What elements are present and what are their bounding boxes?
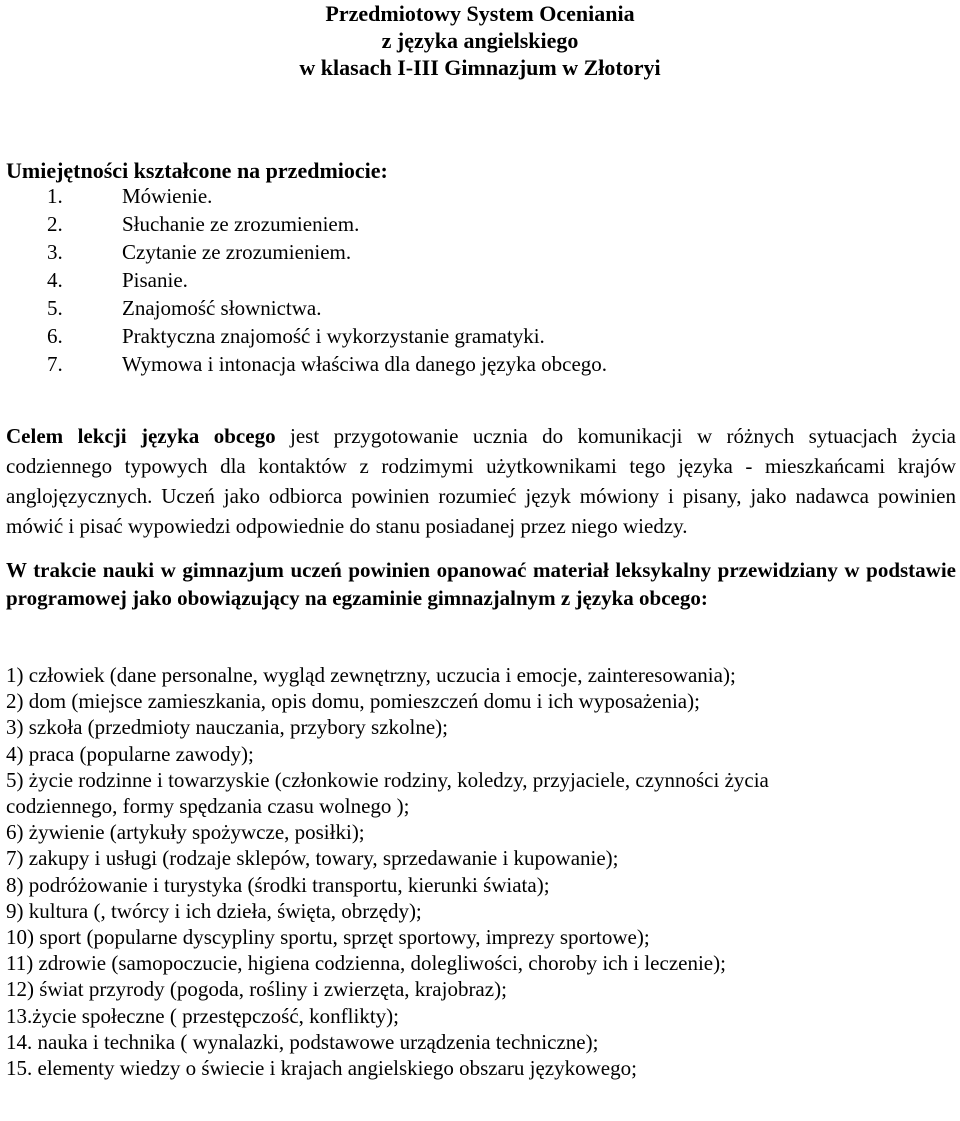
item-text: Czytanie ze zrozumieniem. [122, 240, 352, 264]
list-item: 7) zakupy i usługi (rodzaje sklepów, towary, sprzedawanie i kupowanie); [6, 846, 619, 871]
list-item: 14. nauka i technika ( wynalazki, podstawowe urządzenia techniczne); [6, 1029, 599, 1054]
item-text: Słuchanie ze zrozumieniem. [122, 212, 360, 236]
item-text: Pisanie. [122, 268, 188, 292]
list-item: 13.życie społeczne ( przestępczość, konflikty); [6, 1003, 400, 1028]
title-line-2: z języka angielskiego [381, 28, 579, 53]
skills-heading: Umiejętności kształcone na przedmiocie: [6, 158, 388, 183]
list-item: 11) zdrowie (samopoczucie, higiena codzienna, dolegliwości, choroby ich i leczenie); [6, 951, 726, 976]
list-item: 9) kultura (, twórcy i ich dzieła, święta, obrzędy); [6, 898, 422, 923]
list-item: 4) praca (popularne zawody); [6, 741, 254, 766]
intro-paragraph [6, 421, 956, 541]
item-number: 6. [47, 324, 63, 348]
list-item: 6) żywienie (artykuły spożywcze, posiłki); [6, 820, 365, 845]
item-number: 3. [47, 240, 63, 264]
item-number: 7. [47, 352, 63, 376]
list-item: 2) dom (miejsce zamieszkania, opis domu, pomieszczeń domu i ich wyposażenia); [6, 689, 700, 714]
curriculum-heading: W trakcie nauki w gimnazjum uczeń powinien opanować materiał leksykalny przewidziany w podstawie programowej jako obowiązujący na egzaminie gimnazjalnym z języka obcego: [6, 558, 956, 610]
list-item: 8) podróżowanie i turystyka (środki transportu, kierunki świata); [6, 872, 550, 897]
list-item: 1) człowiek (dane personalne, wygląd zewnętrzny, uczucia i emocje, zainteresowania); [6, 663, 736, 687]
topics-list [6, 662, 806, 1081]
list-item: 12) świat przyrody (pogoda, rośliny i zwierzęta, krajobraz); [6, 977, 507, 1002]
item-number: 4. [47, 268, 63, 292]
title-line-1: Przedmiotowy System Oceniania [325, 1, 635, 26]
list-item: 5) życie rodzinne i towarzyskie (członkowie rodziny, koledzy, przyjaciele, czynności życia codziennego, formy spędzania czasu wolnego ); [6, 767, 769, 819]
list-item: 10) sport (popularne dyscypliny sportu, sprzęt sportowy, imprezy sportowe); [6, 925, 650, 950]
item-number: 5. [47, 296, 63, 320]
intro-bold-lead: Celem lekcji języka obcego [6, 424, 276, 448]
document-title [0, 0, 960, 81]
list-item: 3) szkoła (przedmioty nauczania, przybory szkolne); [6, 715, 448, 740]
item-text: Praktyczna znajomość i wykorzystanie gramatyki. [122, 324, 545, 348]
item-text: Znajomość słownictwa. [122, 296, 322, 320]
item-text: Wymowa i intonacja właściwa dla danego języka obcego. [122, 352, 608, 376]
title-line-3: w klasach I-III Gimnazjum w Złotoryi [299, 55, 661, 80]
intro-text: jest przygotowanie ucznia do komunikacji w różnych sytuacjach życia codziennego typowych dla kontaktów z rodzimymi użytkownikami tego języka - mieszkańcami krajów anglojęzycznych. Uczeń jako odbiorca powinien rozumieć język mówiony i pisany, jako nadawca powinien mówić i pisać wypowiedzi odpowiednie do stanu posiadanej przez niego wiedzy. [6, 424, 956, 538]
list-item: 15. elementy wiedzy o świecie i krajach angielskiego obszaru językowego; [6, 1056, 637, 1081]
item-number: 2. [47, 212, 63, 236]
item-text: Mówienie. [122, 184, 213, 208]
item-number: 1. [47, 184, 63, 208]
